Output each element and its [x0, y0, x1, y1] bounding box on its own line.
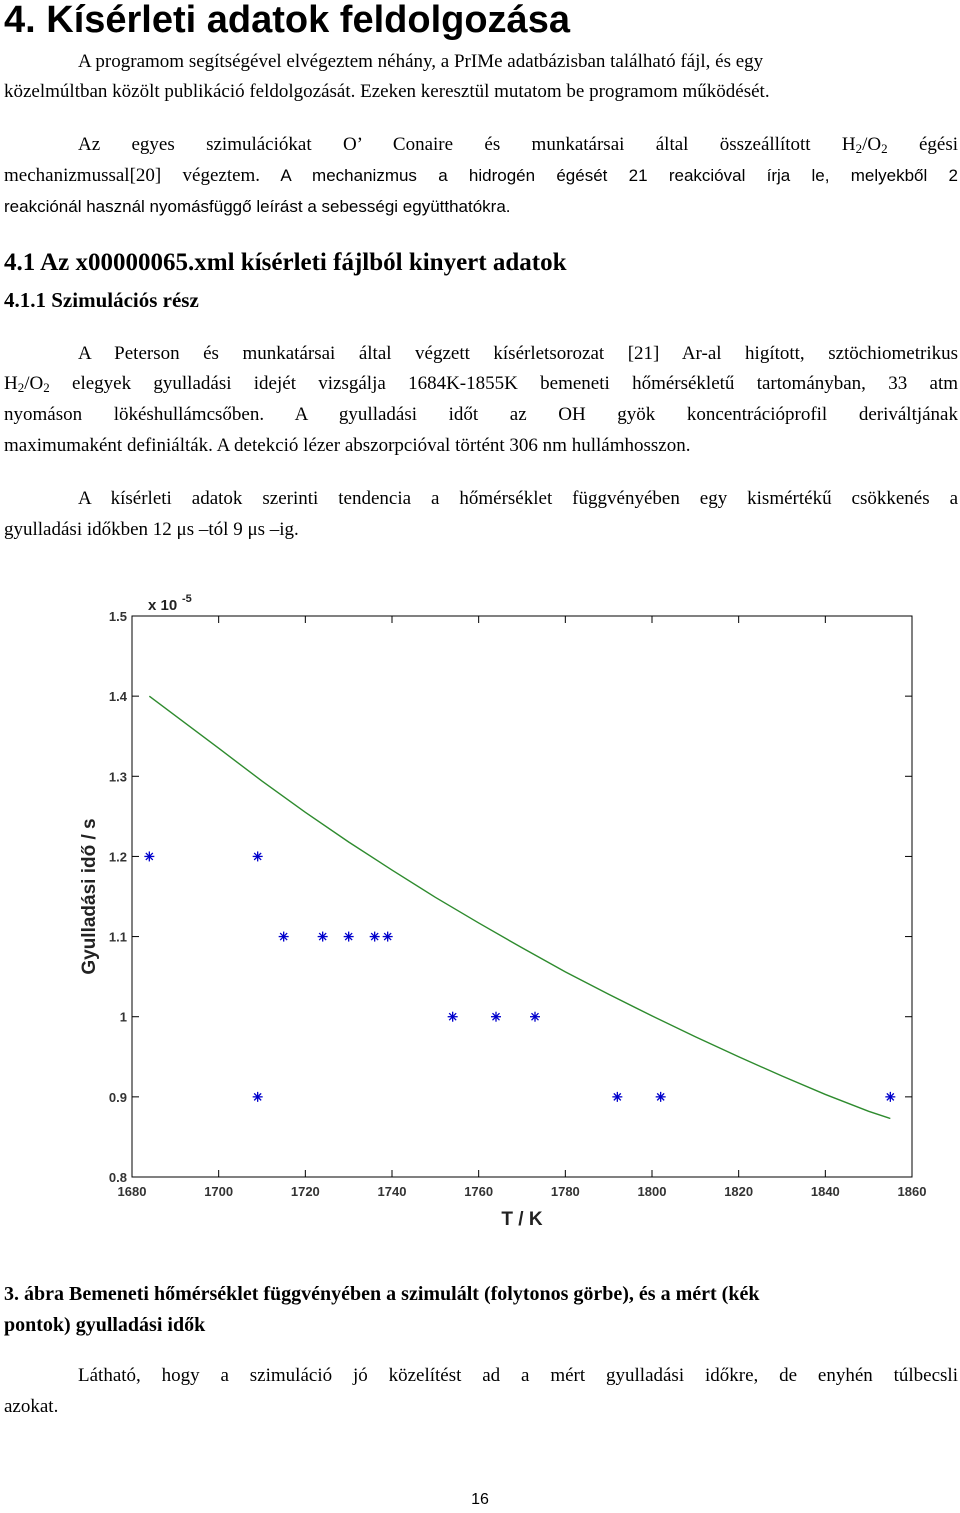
page-number: 16 — [471, 1491, 489, 1508]
x-tick-label: 1820 — [724, 1184, 754, 1199]
measured-point — [530, 1012, 540, 1022]
x-tick-label: 1780 — [550, 1184, 580, 1199]
conclusion-line-1: Látható, hogy a szimuláció jó közelítést ad a mért gyulladási időkre, de enyhén túlbecsli — [78, 1365, 958, 1386]
x-tick-label: 1860 — [897, 1184, 927, 1199]
axis-scale-factor: x 10 — [148, 597, 178, 614]
measured-point — [448, 1012, 458, 1022]
measured-point — [491, 1012, 501, 1022]
para4-line-1: A kísérleti adatok szerinti tendencia a hőmérséklet függvényében egy kismértékű csökkenés a — [78, 488, 958, 509]
para3-line-3: nyomáson lökéshullámcsőben. A gyulladási időt az OH gyök koncentrációprofil deriváltjának — [4, 404, 958, 425]
y-tick-label: 1 — [119, 1009, 127, 1025]
x-tick-label: 1840 — [810, 1184, 840, 1199]
x-tick-label: 1720 — [290, 1184, 320, 1199]
para4-line-2: gyulladási időkben 12 μs –tól 9 μs –ig. — [4, 519, 299, 540]
para2-line-3: reakciónál használ nyomásfüggő leírást a sebességi együtthatókra. — [4, 197, 511, 216]
x-axis-label: T / K — [501, 1209, 543, 1230]
axis-scale-exponent: -5 — [182, 593, 192, 605]
y-tick-label: 0.8 — [108, 1170, 127, 1185]
intro-line-1: A programom segítségével elvégeztem néhány, a PrIMe adatbázisban található fájl, és egy — [78, 51, 764, 72]
conclusion-line-2: azokat. — [4, 1396, 59, 1417]
x-tick-label: 1740 — [377, 1184, 407, 1199]
para3-line-1: A Peterson és munkatársai által végzett kísérletsorozat [21] Ar-al higított, sztöchiometrikus — [78, 343, 958, 364]
y-tick-label: 1.5 — [108, 609, 127, 624]
ignition-delay-chart — [0, 580, 960, 1240]
page-heading: 4. Kísérleti adatok feldolgozása — [4, 0, 570, 41]
para2-line-2: mechanizmussal[20] végeztem. A mechanizmus a hidrogén égését 21 reakcióval írja le, melyekből 2 — [4, 165, 959, 186]
x-tick-label: 1680 — [117, 1184, 147, 1199]
x-tick-label: 1760 — [464, 1184, 494, 1199]
y-axis-label: Gyulladási idő / s — [79, 818, 100, 975]
para2-line-1: Az egyes szimulációkat O’ Conaire és munkatársai által összeállított $H_2/O_2$ égési — [78, 134, 958, 156]
y-tick-label: 1.1 — [108, 929, 127, 945]
x-tick-label: 1800 — [637, 1184, 667, 1199]
intro-line-2: közelmúltban közölt publikáció feldolgozását. Ezeken keresztül mutatom be programom működését. — [4, 81, 770, 102]
figure-caption-line-2: pontok) gyulladási idők — [4, 1314, 206, 1336]
figure-caption-line-1: 3. ábra Bemeneti hőmérséklet függvényében a szimulált (folytonos görbe), és a mért (kék — [4, 1283, 760, 1305]
plot-frame — [132, 616, 912, 1177]
y-tick-label: 0.9 — [108, 1089, 127, 1105]
y-tick-label: 1.3 — [108, 769, 127, 785]
section-title: 4.1 Az x00000065.xml kísérleti fájlból kinyert adatok — [4, 249, 567, 276]
y-tick-label: 1.4 — [108, 689, 127, 705]
subsection-title: 4.1.1 Szimulációs rész — [4, 288, 199, 312]
para3-line-4: maximumaként definiálták. A detekció lézer abszorpcióval történt 306 nm hullámhosszon. — [4, 435, 691, 456]
x-tick-label: 1700 — [204, 1184, 234, 1199]
y-tick-label: 1.2 — [108, 849, 127, 865]
para3-line-2: $H_2/O_2$ elegyek gyulladási idejét vizsgálja 1684K-1855K bemeneti hőmérsékletű tartományban, 33 atm — [4, 373, 958, 395]
